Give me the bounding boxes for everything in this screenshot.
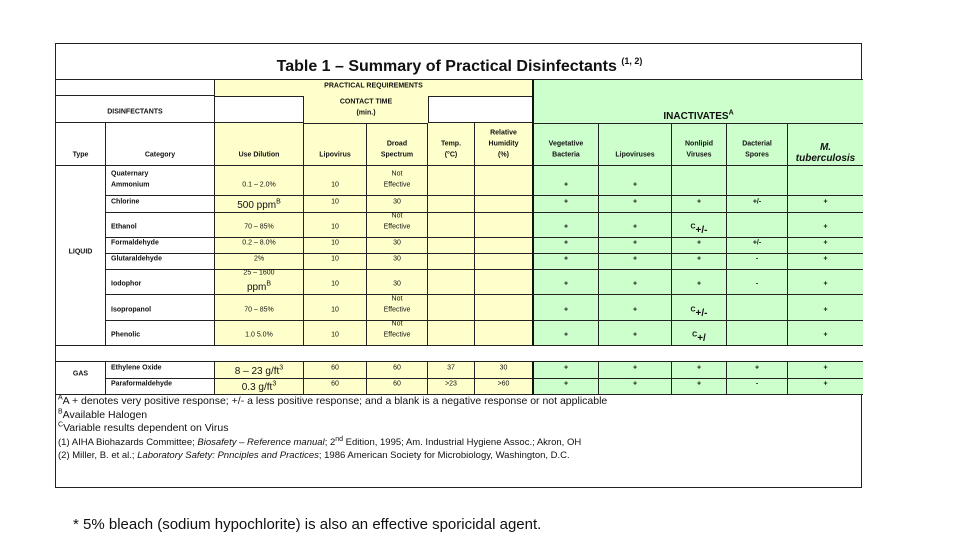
cell-text: 8 – 23 g/ft <box>234 366 280 377</box>
category-cell <box>106 166 215 196</box>
cell-text: 10 <box>331 306 339 314</box>
use-dilution-cell <box>215 321 304 346</box>
cell-text: + <box>823 380 828 388</box>
col-relative-humidity <box>475 123 532 166</box>
cell-text: + <box>632 181 638 189</box>
lipoviruses-cell <box>599 379 672 395</box>
m-tuberculosis-cell <box>788 254 863 270</box>
broad-spectrum-time-cell <box>367 238 428 254</box>
cell-text: Nonlipid <box>685 140 713 148</box>
cell-text: Viruses <box>686 151 712 159</box>
category-cell <box>106 270 215 295</box>
cell-text: Use Dilution <box>238 151 280 159</box>
cell-text: 0.1 – 2.0% <box>242 181 276 189</box>
bacterial-spores-cell <box>727 196 788 213</box>
cell-text: + <box>823 306 828 314</box>
broad-spectrum-time-cell <box>367 166 428 196</box>
cell-text: Not <box>391 320 403 328</box>
cell-text: 60 <box>331 364 339 372</box>
lipoviruses-cell <box>599 238 672 254</box>
lipoviruses-cell <box>599 196 672 213</box>
ref-text: Edition, 1995; Am. Industrial Hygiene Assoc.; Akron, OH <box>343 436 582 448</box>
cell-text: LIQUID <box>68 248 93 256</box>
temp-cell <box>428 213 475 238</box>
cell-text: + <box>754 364 760 372</box>
vegetative-bacteria-cell <box>532 295 599 321</box>
col-lipovirus <box>304 123 367 166</box>
lipoviruses-cell <box>599 321 672 346</box>
cell-text: Iodophor <box>111 280 142 288</box>
cell-text: 10 <box>331 239 339 247</box>
m-tuberculosis-cell <box>788 321 863 346</box>
cell-text: + <box>563 280 569 288</box>
use-dilution-cell <box>215 254 304 270</box>
category-cell <box>106 238 215 254</box>
nonlipid-viruses-cell <box>672 362 727 379</box>
category-cell <box>106 196 215 213</box>
cell-text: + <box>696 280 702 288</box>
cell-text: GAS <box>72 370 89 378</box>
nonlipid-viruses-cell <box>672 270 727 295</box>
lipovirus-time-cell <box>304 166 367 196</box>
lipovirus-time-cell <box>304 321 367 346</box>
lipovirus-time-cell <box>304 270 367 295</box>
cell-text: 30 <box>393 198 401 206</box>
lipoviruses-cell <box>599 213 672 238</box>
cell-text: C <box>690 223 696 231</box>
reference-1 <box>58 436 858 450</box>
use-dilution-cell <box>215 362 304 379</box>
cell-text: + <box>563 380 569 388</box>
use-dilution-cell <box>215 196 304 213</box>
use-dilution-cell <box>215 379 304 395</box>
note-mark: C <box>58 421 64 429</box>
group-spacer <box>56 346 863 362</box>
cell-text: Isopropanol <box>111 306 152 314</box>
cell-text: 30 <box>393 239 401 247</box>
humidity-cell <box>475 270 532 295</box>
cell-text: (min.) <box>356 109 376 117</box>
cell-text: 70 – 85% <box>244 223 274 231</box>
temp-cell <box>428 362 475 379</box>
bacterial-spores-cell <box>727 238 788 254</box>
cell-text: - <box>755 280 759 288</box>
m-tuberculosis-cell <box>788 166 863 196</box>
cell-text: + <box>563 306 569 314</box>
cell-text: 3 <box>279 364 284 372</box>
cell-text: + <box>563 331 569 339</box>
cell-text: Temp. <box>440 140 462 148</box>
cell-text: 30 <box>499 364 508 372</box>
col-type <box>56 123 106 166</box>
vegetative-bacteria-cell <box>532 213 599 238</box>
cell-text: Dacterial <box>742 140 772 148</box>
nonlipid-viruses-cell <box>672 295 727 321</box>
cell-text: C <box>692 331 698 339</box>
cell-text: Effective <box>383 223 411 231</box>
cell-text: Effective <box>383 331 411 339</box>
group-gas <box>56 362 106 395</box>
cell-text: Ammonium <box>111 181 150 189</box>
cell-text: 37 <box>447 364 455 372</box>
temp-cell <box>428 295 475 321</box>
cell-text: Spores <box>745 151 769 159</box>
cell-text: 60 <box>393 380 401 388</box>
ref-text: AIHA Biohazards Committee; <box>69 436 198 448</box>
cell-text: + <box>823 255 828 263</box>
cell-text: + <box>823 364 828 372</box>
broad-spectrum-time-cell <box>367 270 428 295</box>
cell-text: +/- <box>752 239 762 247</box>
humidity-cell <box>475 254 532 270</box>
bacterial-spores-cell <box>727 166 788 196</box>
lipovirus-time-cell <box>304 379 367 395</box>
note-text: Variable results dependent on Virus <box>63 422 229 434</box>
col-use-dilution <box>215 123 304 166</box>
cell-text: Not <box>391 170 403 178</box>
note-mark: B <box>58 408 63 415</box>
category-cell <box>106 321 215 346</box>
footnote-a <box>58 395 858 409</box>
broad-spectrum-time-cell <box>367 254 428 270</box>
cell-text: + <box>563 223 569 231</box>
table-title <box>56 58 863 76</box>
ref-title: Laboratory Safety: Pnnciples and Practices <box>137 450 319 461</box>
humidity-cell <box>475 196 532 213</box>
broad-spectrum-time-cell <box>367 321 428 346</box>
footnotes <box>58 395 858 463</box>
ref-text: ; 2 <box>324 436 336 448</box>
title-text: Table 1 – Summary of Practical Disinfectants <box>276 58 617 75</box>
cell-text: + <box>696 380 702 388</box>
m-tuberculosis-cell <box>788 213 863 238</box>
cell-text: + <box>563 181 569 189</box>
vegetative-bacteria-cell <box>532 254 599 270</box>
cell-text: Lipoviruses <box>615 151 655 159</box>
header-contact-time <box>304 96 428 123</box>
nonlipid-viruses-cell <box>672 166 727 196</box>
cell-text: Paraformaldehyde <box>111 380 173 388</box>
cell-text: - <box>755 380 759 388</box>
temp-cell <box>428 379 475 395</box>
broad-spectrum-time-cell <box>367 362 428 379</box>
note-mark: A <box>58 394 63 402</box>
cell-text: Humidity <box>488 140 519 148</box>
cell-text: + <box>632 280 638 288</box>
cell-text: 30 <box>393 255 401 263</box>
cell-text: DISINFECTANTS <box>107 108 163 116</box>
m-tuberculosis-cell <box>788 270 863 295</box>
cell-text: 3 <box>272 380 277 388</box>
cell-text: - <box>755 255 759 263</box>
footnote-b <box>58 409 858 423</box>
cell-text: + <box>632 223 638 231</box>
col-category <box>106 123 215 166</box>
title-references: (1, 2) <box>621 56 643 66</box>
bacterial-spores-cell <box>727 362 788 379</box>
lipoviruses-cell <box>599 362 672 379</box>
use-dilution-cell <box>215 238 304 254</box>
vegetative-bacteria-cell <box>532 362 599 379</box>
m-tuberculosis-cell <box>788 379 863 395</box>
lipoviruses-cell <box>599 254 672 270</box>
cell-text: + <box>696 364 702 372</box>
nonlipid-viruses-cell <box>672 213 727 238</box>
lipovirus-time-cell <box>304 196 367 213</box>
cell-text: + <box>696 255 702 263</box>
cell-text: + <box>696 239 702 247</box>
humidity-cell <box>475 238 532 254</box>
cell-text: CONTACT TIME <box>339 98 393 106</box>
cell-text: >23 <box>445 380 457 388</box>
cell-text: M. <box>819 142 832 153</box>
ref-text: ; 1986 American Society for Microbiology, Washington, D.C. <box>318 450 570 461</box>
nonlipid-viruses-cell <box>672 321 727 346</box>
lipoviruses-cell <box>599 295 672 321</box>
cell-text: Vegetative <box>548 140 584 148</box>
bleach-caption: * 5% bleach (sodium hypochlorite) is also an effective sporicidal agent. <box>73 516 542 533</box>
use-dilution-cell <box>215 166 304 196</box>
category-cell <box>106 213 215 238</box>
cell-text: Ethanol <box>111 223 137 231</box>
m-tuberculosis-cell <box>788 196 863 213</box>
cell-text: Relative <box>490 129 517 137</box>
cell-text: + <box>563 239 569 247</box>
cell-text: ppm <box>246 282 267 293</box>
cell-text: 25 – 1600 <box>243 269 275 277</box>
cell-text: Formaldehyde <box>111 239 159 247</box>
cell-text: Ethylene Oxide <box>111 364 162 372</box>
vegetative-bacteria-cell <box>532 270 599 295</box>
broad-spectrum-time-cell <box>367 295 428 321</box>
bacterial-spores-cell <box>727 379 788 395</box>
cell-text: 30 <box>393 280 401 288</box>
cell-text: Not <box>391 295 403 303</box>
lipovirus-time-cell <box>304 362 367 379</box>
bacterial-spores-cell <box>727 270 788 295</box>
cell-text: 0.3 g/ft <box>241 382 273 393</box>
lipoviruses-cell <box>599 166 672 196</box>
col-temp <box>428 123 475 166</box>
temp-cell <box>428 321 475 346</box>
cell-text: Chlorine <box>111 198 140 206</box>
disinfectants-table <box>55 43 862 488</box>
humidity-cell <box>475 213 532 238</box>
lipovirus-time-cell <box>304 238 367 254</box>
cell-text: >60 <box>497 380 510 388</box>
temp-cell <box>428 196 475 213</box>
cell-text: + <box>563 198 569 206</box>
footnote-c <box>58 422 858 436</box>
temp-cell <box>428 270 475 295</box>
cell-text: +/- <box>752 198 762 206</box>
cell-text: + <box>632 364 638 372</box>
note-text: A + denotes very positive response; +/- a less positive response; and a blank is a negative response or not applicable <box>62 395 608 407</box>
temp-cell <box>428 238 475 254</box>
col-vegetative-bacteria <box>532 123 599 166</box>
broad-spectrum-time-cell <box>367 213 428 238</box>
cell-text: + <box>823 198 828 206</box>
header-inactivates <box>532 79 863 123</box>
bacterial-spores-cell <box>727 254 788 270</box>
cell-text: Type <box>72 151 89 159</box>
cell-text: PRACTICAL REQUIREMENTS <box>324 82 423 90</box>
cell-text: Droad <box>386 140 408 148</box>
col-m-tuberculosis <box>788 123 863 166</box>
humidity-cell <box>475 379 532 395</box>
vegetative-bacteria-cell <box>532 196 599 213</box>
vegetative-bacteria-cell <box>532 379 599 395</box>
cell-text: Lipovirus <box>319 151 351 159</box>
cell-text: 2% <box>253 255 265 263</box>
cell-text: 10 <box>331 331 339 339</box>
cell-text: + <box>632 306 638 314</box>
cell-text: B <box>276 198 281 206</box>
cell-text: Category <box>144 151 176 159</box>
cell-text: 0.2 – 8.0% <box>242 239 276 247</box>
nonlipid-viruses-cell <box>672 196 727 213</box>
category-cell <box>106 362 215 379</box>
cell-text: Phenolic <box>111 331 141 339</box>
header-env-blank <box>428 96 532 123</box>
vegetative-bacteria-cell <box>532 321 599 346</box>
bacterial-spores-cell <box>727 321 788 346</box>
cell-text: (%) <box>498 151 509 159</box>
cell-text: A <box>728 109 734 117</box>
cell-text: 60 <box>393 364 401 372</box>
cell-text: B <box>266 280 272 288</box>
nonlipid-viruses-cell <box>672 379 727 395</box>
ref-number: (1) <box>58 436 70 448</box>
reference-2 <box>58 449 858 463</box>
humidity-cell <box>475 321 532 346</box>
header-blank <box>56 79 215 96</box>
cell-text: INACTIVATES <box>663 111 729 122</box>
m-tuberculosis-cell <box>788 362 863 379</box>
cell-text: 10 <box>331 223 339 231</box>
cell-text: Spectrum <box>380 151 414 159</box>
nonlipid-viruses-cell <box>672 254 727 270</box>
humidity-cell <box>475 295 532 321</box>
cell-text: 10 <box>331 255 339 263</box>
bacterial-spores-cell <box>727 213 788 238</box>
vegetative-bacteria-cell <box>532 166 599 196</box>
use-dilution-cell <box>215 213 304 238</box>
nonlipid-viruses-cell <box>672 238 727 254</box>
col-broad-spectrum <box>367 123 428 166</box>
cell-text: Quaternary <box>111 170 149 178</box>
temp-cell <box>428 254 475 270</box>
lipovirus-time-cell <box>304 254 367 270</box>
m-tuberculosis-cell <box>788 295 863 321</box>
broad-spectrum-time-cell <box>367 196 428 213</box>
cell-text: 70 – 85% <box>244 306 274 314</box>
lipovirus-time-cell <box>304 295 367 321</box>
ref-title: Biosafety – Reference manual <box>197 436 325 448</box>
cell-text: + <box>632 255 638 263</box>
note-text: Available Halogen <box>62 408 148 421</box>
cell-text: Effective <box>383 181 411 189</box>
cell-text: 60 <box>331 380 339 388</box>
header-disinfectants <box>56 96 215 123</box>
group-liquid <box>56 166 106 346</box>
category-cell <box>106 379 215 395</box>
cell-text: 10 <box>331 181 339 189</box>
cell-text: + <box>632 380 638 388</box>
cell-text: + <box>823 331 828 339</box>
bacterial-spores-cell <box>727 295 788 321</box>
cell-text: 1.0 5.0% <box>245 331 273 339</box>
cell-text: (°C) <box>444 151 458 159</box>
cell-text: +/- <box>695 308 708 319</box>
ref-sup: nd <box>335 435 344 443</box>
col-bacterial-spores <box>727 123 788 166</box>
cell-text: 10 <box>331 198 339 206</box>
cell-text: 500 ppm <box>237 200 277 211</box>
cell-text: +/ <box>697 333 706 344</box>
use-dilution-cell <box>215 270 304 295</box>
cell-text: + <box>632 239 638 247</box>
temp-cell <box>428 166 475 196</box>
lipoviruses-cell <box>599 270 672 295</box>
vegetative-bacteria-cell <box>532 238 599 254</box>
cell-text: + <box>823 223 828 231</box>
cell-text: + <box>696 198 702 206</box>
cell-text: + <box>632 331 638 339</box>
cell-text: 10 <box>331 280 339 288</box>
use-dilution-cell <box>215 295 304 321</box>
ref-number: (2) <box>58 450 70 461</box>
cell-text: + <box>823 280 828 288</box>
cell-text: + <box>632 198 638 206</box>
header-dilution-blank <box>215 96 304 123</box>
broad-spectrum-time-cell <box>367 379 428 395</box>
ref-text: Miller, B. et al.; <box>69 450 138 461</box>
category-cell <box>106 295 215 321</box>
humidity-cell <box>475 362 532 379</box>
cell-text: Effective <box>383 306 411 314</box>
cell-text: Glutaraldehyde <box>111 255 162 263</box>
category-cell <box>106 254 215 270</box>
m-tuberculosis-cell <box>788 238 863 254</box>
cell-text: C <box>690 306 696 314</box>
cell-text: tuberculosis <box>795 153 856 164</box>
header-practical-requirements <box>215 79 532 96</box>
cell-text: +/- <box>695 225 708 236</box>
cell-text: + <box>563 364 569 372</box>
humidity-cell <box>475 166 532 196</box>
lipovirus-time-cell <box>304 213 367 238</box>
cell-text: + <box>823 239 828 247</box>
cell-text: Bacteria <box>552 151 580 159</box>
cell-text: Not <box>391 212 403 220</box>
cell-text: + <box>563 255 569 263</box>
col-lipoviruses <box>599 123 672 166</box>
col-nonlipid-viruses <box>672 123 727 166</box>
